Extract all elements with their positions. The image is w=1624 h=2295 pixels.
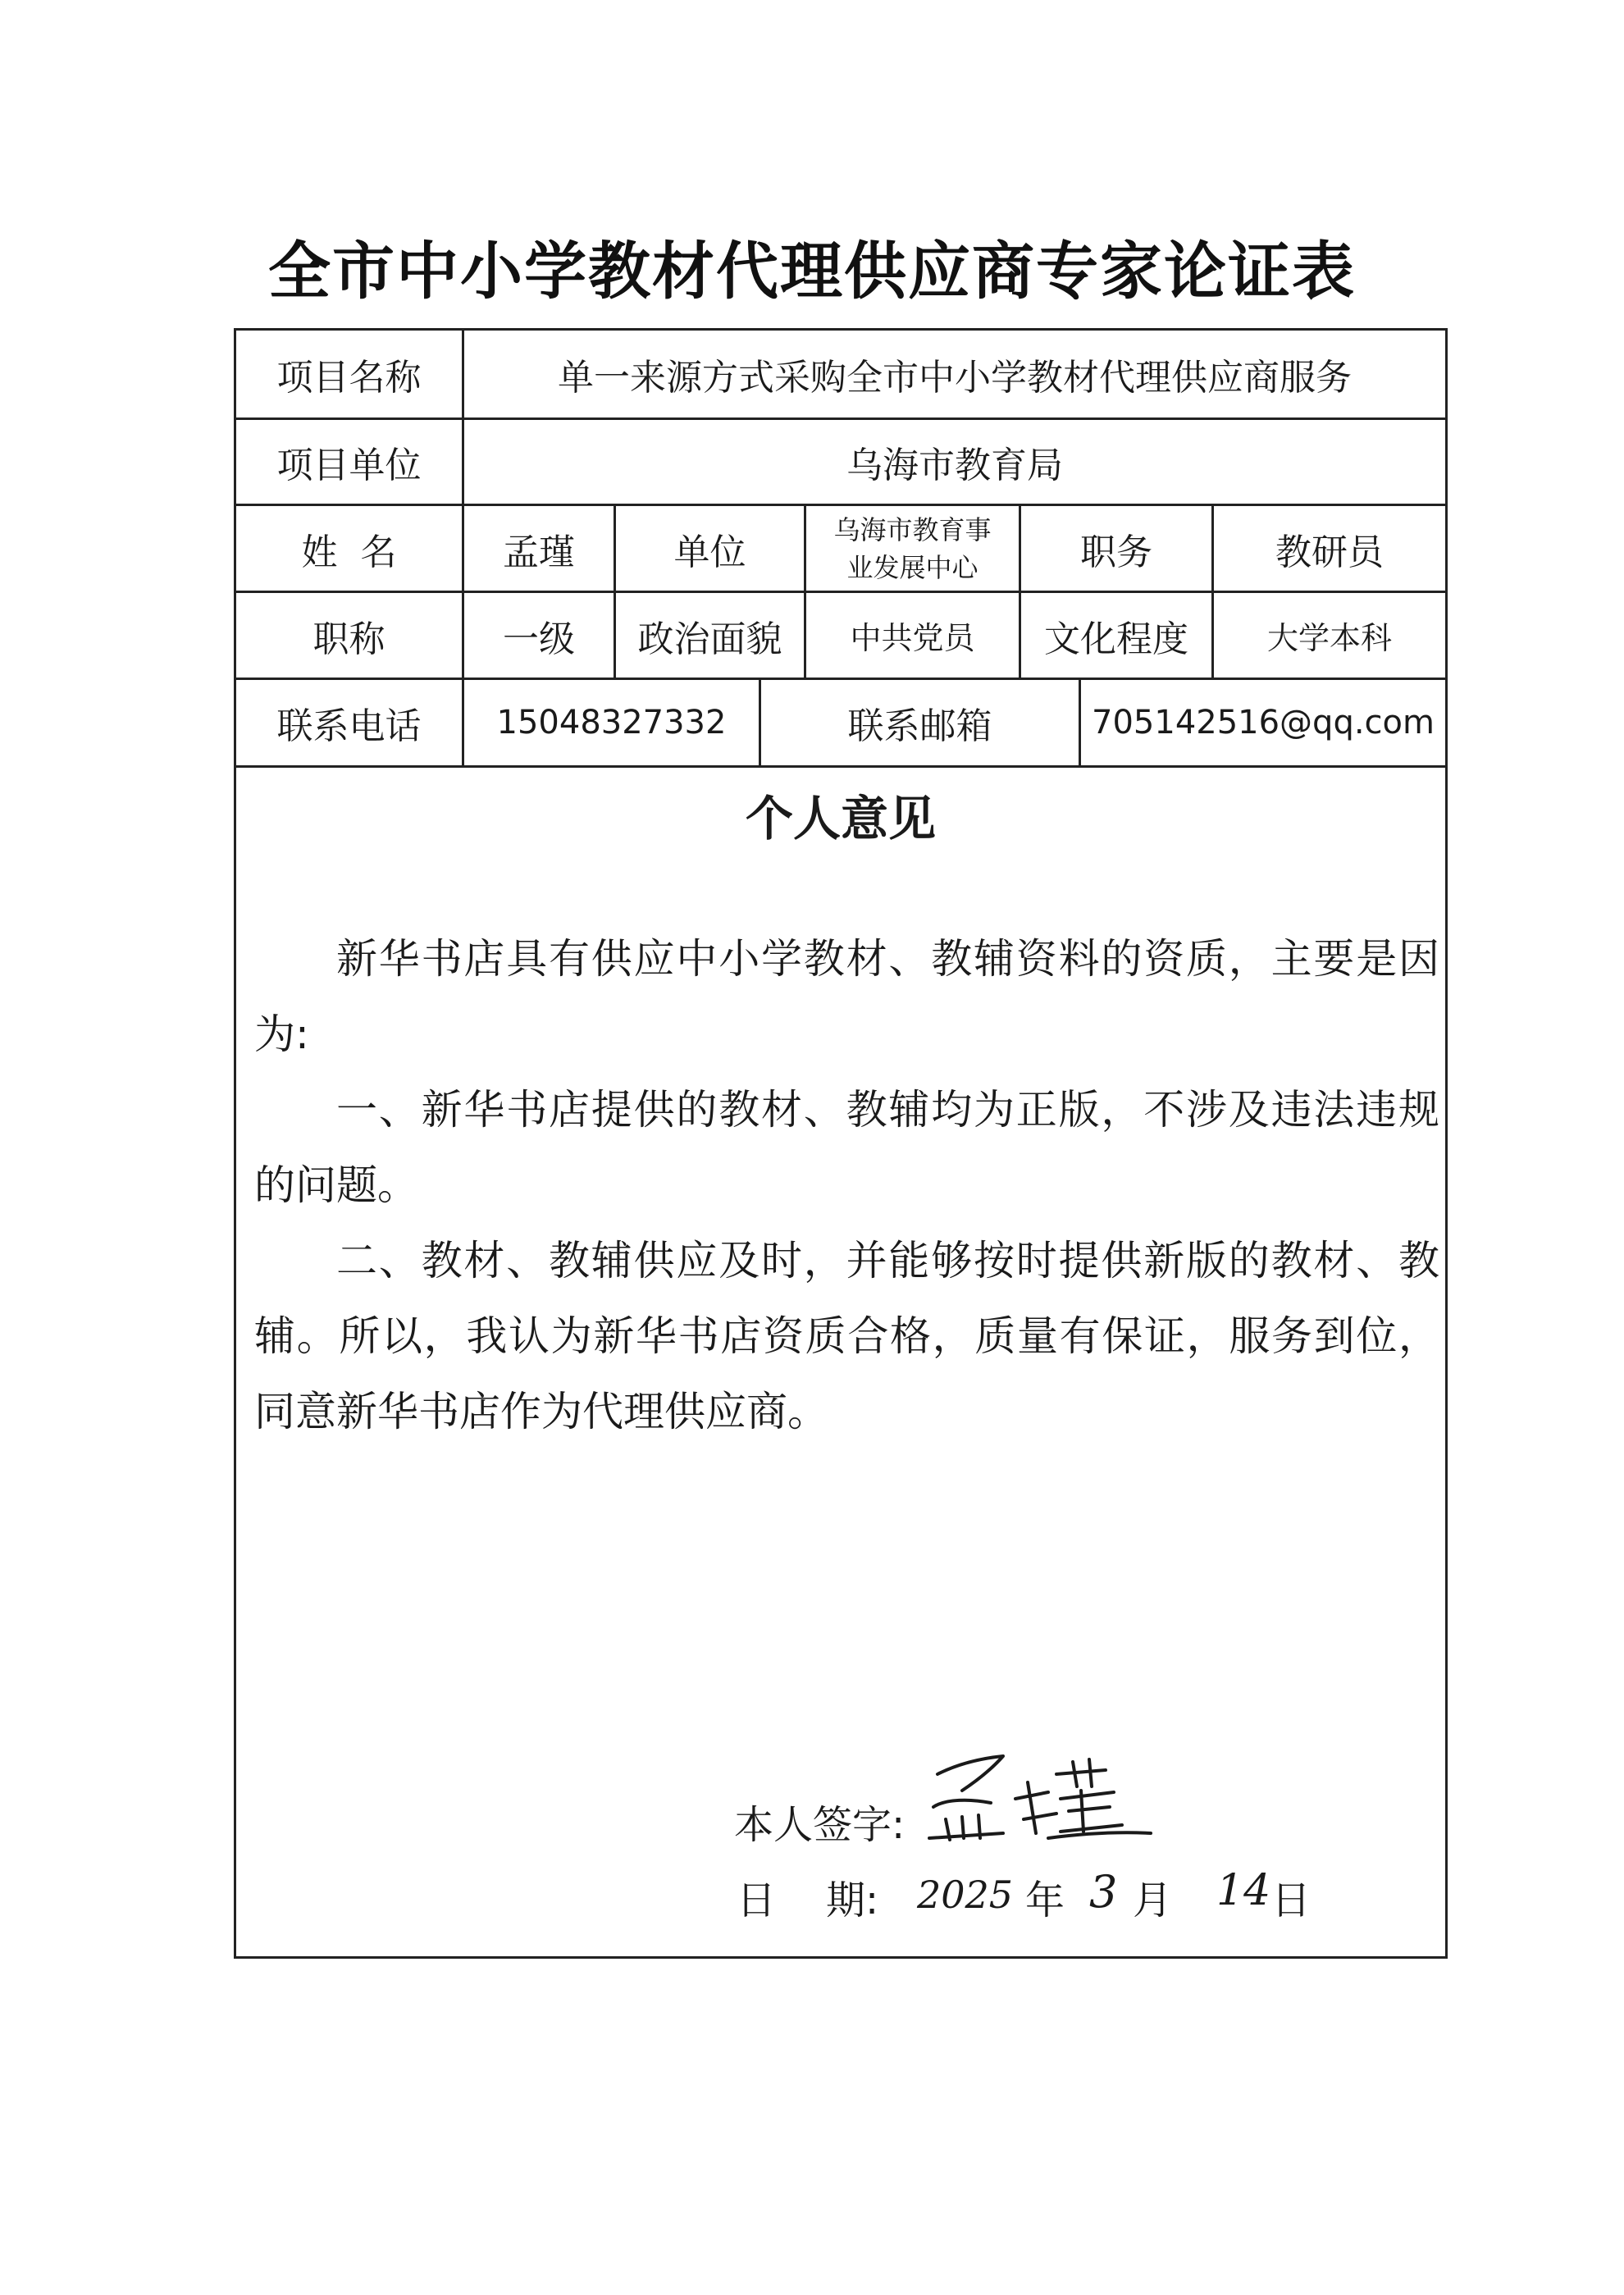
opinion-paragraph: 一、新华书店提供的教材、教辅均为正版，不涉及违法违规的问题。 (254, 1086, 1439, 1209)
project-name-value: 单一来源方式采购全市中小学教材代理供应商服务 (558, 357, 1352, 399)
handwritten-signature (913, 1741, 1159, 1848)
political-value: 中共党员 (806, 593, 1021, 678)
project-name-label: 项目名称 (236, 331, 464, 417)
unit-value-text: 乌海市教育事业发展中心 (833, 513, 992, 583)
opinion-paragraph: 二、教材、教辅供应及时，并能够按时提供新版的教材、教辅。所以，我认为新华书店资质合格，质量有保证，服务到位，同意新华书店作为代理供应商。 (254, 1237, 1439, 1435)
document-title: 全市中小学教材代理供应商专家论证表 (268, 235, 1356, 308)
phone-value: 15048327332 (464, 680, 761, 765)
position-value: 教研员 (1275, 531, 1384, 573)
political-label: 政治面貌 (616, 593, 806, 678)
title-label: 职称 (236, 593, 464, 678)
phone-label: 联系电话 (236, 680, 464, 765)
project-unit-label: 项目单位 (236, 420, 464, 504)
date-label: 日 期: (737, 1878, 879, 1923)
unit-label: 单位 (616, 506, 806, 591)
date-year: 2025 (917, 1873, 1014, 1917)
date-day: 14 (1216, 1866, 1271, 1915)
row-project-name (236, 331, 1445, 420)
title-value: 一级 (464, 593, 616, 678)
unit-value (806, 506, 1021, 591)
row-project-unit (236, 420, 1445, 506)
date-month: 3 (1089, 1866, 1118, 1918)
opinion-heading: 个人意见 (745, 791, 936, 846)
opinion-paragraph: 新华书店具有供应中小学教材、教辅资料的资质，主要是因为: (254, 935, 1439, 1058)
education-label: 文化程度 (1021, 593, 1214, 678)
project-unit-value: 乌海市教育局 (846, 445, 1063, 486)
row-contact (236, 680, 1445, 768)
sign-label: 本人签字: (734, 1802, 906, 1848)
month-char: 月 (1133, 1878, 1173, 1923)
position-label: 职务 (1021, 506, 1214, 591)
education-value: 大学本科 (1266, 620, 1392, 656)
row-personal (236, 506, 1445, 593)
email-label: 联系邮箱 (761, 680, 1081, 765)
row-qualifications (236, 593, 1445, 680)
day-char: 日 (1271, 1878, 1312, 1923)
name-label: 姓 名 (236, 506, 464, 591)
expert-form (234, 328, 1448, 1959)
year-char: 年 (1025, 1878, 1065, 1923)
email-value: 705142516@qq.com (1092, 704, 1435, 741)
name-value: 孟瑾 (464, 506, 616, 591)
opinion-body (254, 921, 1439, 1449)
